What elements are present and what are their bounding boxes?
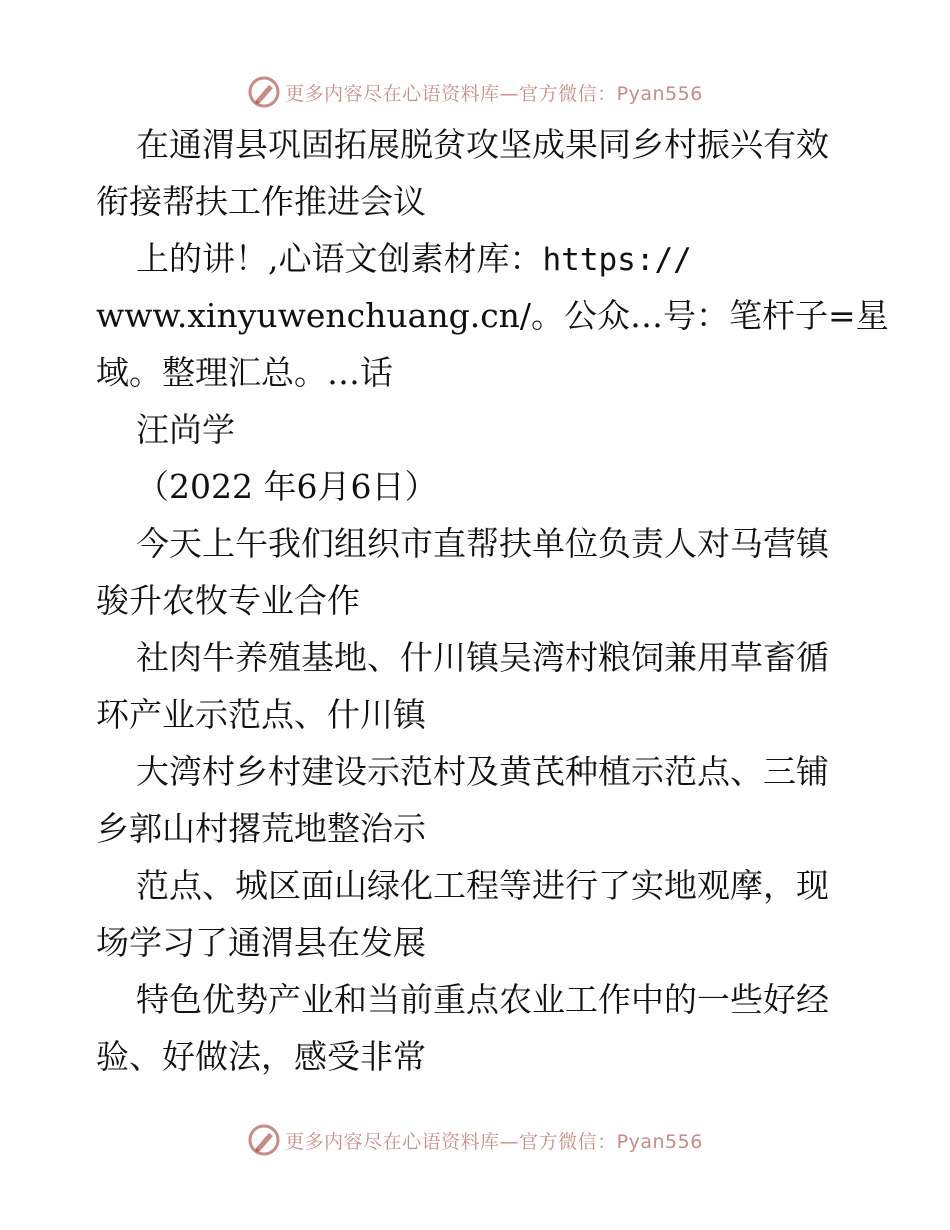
author-name: 汪尚学 bbox=[136, 410, 235, 449]
title-line-2: 衔接帮扶工作推进会议 bbox=[96, 182, 426, 221]
paragraph-4-line-2: 场学习了通渭县在发展 bbox=[96, 923, 426, 962]
watermark-id: Pyan556 bbox=[616, 1130, 703, 1153]
pen-logo-icon bbox=[247, 75, 281, 109]
paragraph-3-line-1: 大湾村乡村建设示范村及黄芪种植示范点、三铺 bbox=[136, 752, 829, 791]
watermark-text: 更多内容尽在心语资料库—官方微信：Pyan556 bbox=[285, 82, 703, 105]
url-line bbox=[96, 293, 889, 338]
document-body bbox=[96, 122, 889, 1091]
url-text: www.xinyuwenchuang.cn/。公众…号：笔杆子=星 bbox=[96, 296, 889, 335]
watermark-text: 更多内容尽在心语资料库—官方微信：Pyan556 bbox=[285, 1130, 703, 1153]
paragraph-5-line-1: 特色优势产业和当前重点农业工作中的一些好经 bbox=[136, 980, 829, 1019]
paragraph-5-line-2: 验、好做法，感受非常 bbox=[96, 1037, 426, 1076]
speech-date: （2022 年6月6日） bbox=[136, 467, 438, 506]
watermark-id: Pyan556 bbox=[616, 82, 703, 105]
paragraph-3-line-2: 乡郭山村撂荒地整治示 bbox=[96, 809, 426, 848]
paragraph-4-line-1: 范点、城区面山绿化工程等进行了实地观摩，现 bbox=[136, 866, 829, 905]
title-line-1: 在通渭县巩固拓展脱贫攻坚成果同乡村振兴有效 bbox=[136, 125, 829, 164]
paragraph-1-line-2: 骏升农牧专业合作 bbox=[96, 581, 360, 620]
pen-logo-icon bbox=[247, 1123, 281, 1157]
source-prefix: 上的讲！,心语文创素材库： bbox=[136, 239, 543, 278]
header-watermark bbox=[0, 72, 950, 112]
paragraph-2-line-1: 社肉牛养殖基地、什川镇吴湾村粮饲兼用草畜循 bbox=[136, 638, 829, 677]
paragraph-2-line-2: 环产业示范点、什川镇 bbox=[96, 695, 426, 734]
source-line bbox=[96, 236, 866, 281]
footer-watermark bbox=[0, 1120, 950, 1160]
source-url: https:// bbox=[542, 242, 692, 278]
paragraph-1-line-1: 今天上午我们组织市直帮扶单位负责人对马营镇 bbox=[136, 524, 829, 563]
source-line-end: 域。整理汇总。…话 bbox=[96, 353, 393, 392]
